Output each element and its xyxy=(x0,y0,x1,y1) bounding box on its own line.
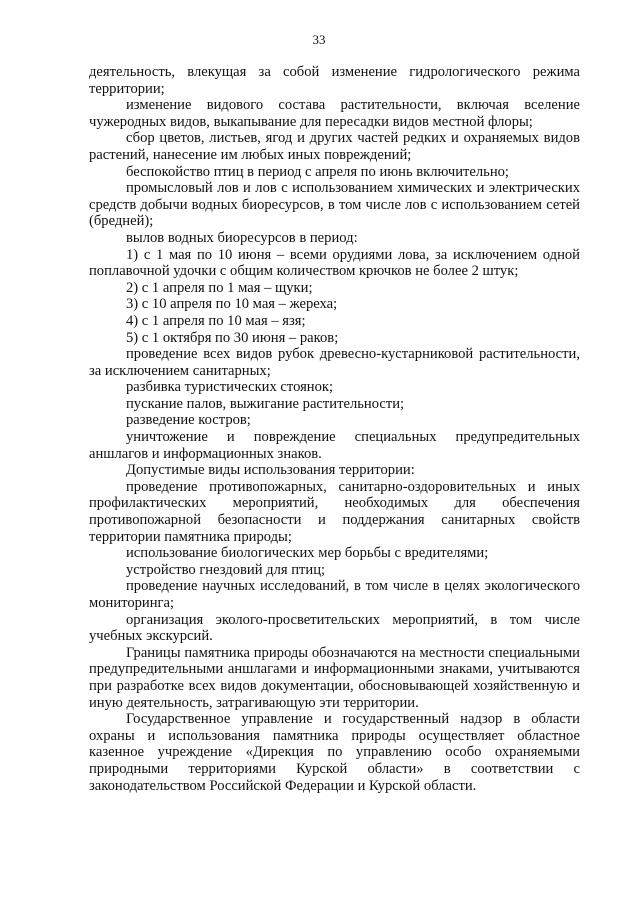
paragraph: пускание палов, выжигание растительности; xyxy=(126,395,405,412)
paragraph: 4) с 1 апреля по 10 мая – язя; xyxy=(126,312,306,329)
paragraph: 1) с 1 мая по 10 июня – всеми орудиями лова, за исключением одной поплавочной удочки с общим количеством крючков не более 2 штук; xyxy=(89,246,580,280)
paragraph: Государственное управление и государственный надзор в области охраны и использования памятника природы осуществляет областное казенное учреждение «Дирекция по управлению особо охраняемыми природными территориями Курской области» в соответствии с законодательством Российской Федерации и Курской области. xyxy=(89,711,580,794)
paragraph: проведение противопожарных, санитарно-оздоровительных и иных профилактических мероприятий, необходимых для обеспечения противопожарной безопасности и поддержания санитарных свойств территории памятника природы; xyxy=(89,478,580,545)
paragraph: разведение костров; xyxy=(126,412,251,429)
paragraph: Границы памятника природы обозначаются на местности специальными предупредительными аншлагами и информационными знаками, учитываются при разработке всех видов документации, обосновывающей хозяйственную и иную деятельность, затрагивающую эти территории. xyxy=(89,644,580,711)
paragraph: вылов водных биоресурсов в период: xyxy=(126,229,358,246)
page-number: 33 xyxy=(312,32,326,47)
paragraph: 3) с 10 апреля по 10 мая – жереха; xyxy=(126,296,338,313)
paragraph: изменение видового состава растительности, включая вселение чужеродных видов, выкапывание для пересадки видов местной флоры; xyxy=(89,97,580,130)
paragraph: проведение научных исследований, в том числе в целях экологического мониторинга; xyxy=(89,578,580,611)
paragraph: использование биологических мер борьбы с вредителями; xyxy=(126,545,489,562)
paragraph: беспокойство птиц в период с апреля по июнь включительно; xyxy=(126,163,509,180)
paragraph: проведение всех видов рубок древесно-кустарниковой растительности, за исключением санитарных; xyxy=(89,346,580,379)
paragraph: промысловый лов и лов с использованием химических и электрических средств добычи водных биоресурсов, в том числе лов с использованием сетей (бредней); xyxy=(89,180,580,230)
paragraph: уничтожение и повреждение специальных предупредительных аншлагов и информационных знаков. xyxy=(89,429,580,462)
paragraph: сбор цветов, листьев, ягод и других частей редких и охраняемых видов растений, нанесение им любых иных повреждений; xyxy=(89,130,580,163)
paragraph: организация эколого-просветительских мероприятий, в том числе учебных экскурсий. xyxy=(89,611,580,645)
paragraph: Допустимые виды использования территории: xyxy=(126,462,415,479)
paragraph: 2) с 1 апреля по 1 мая – щуки; xyxy=(126,279,313,296)
paragraph: деятельность, влекущая за собой изменение гидрологического режима территории; xyxy=(89,64,580,97)
paragraph: разбивка туристических стоянок; xyxy=(126,379,334,396)
paragraph: устройство гнездовий для птиц; xyxy=(126,561,326,578)
document-body xyxy=(89,64,580,794)
paragraph: 5) с 1 октября по 30 июня – раков; xyxy=(126,329,339,346)
